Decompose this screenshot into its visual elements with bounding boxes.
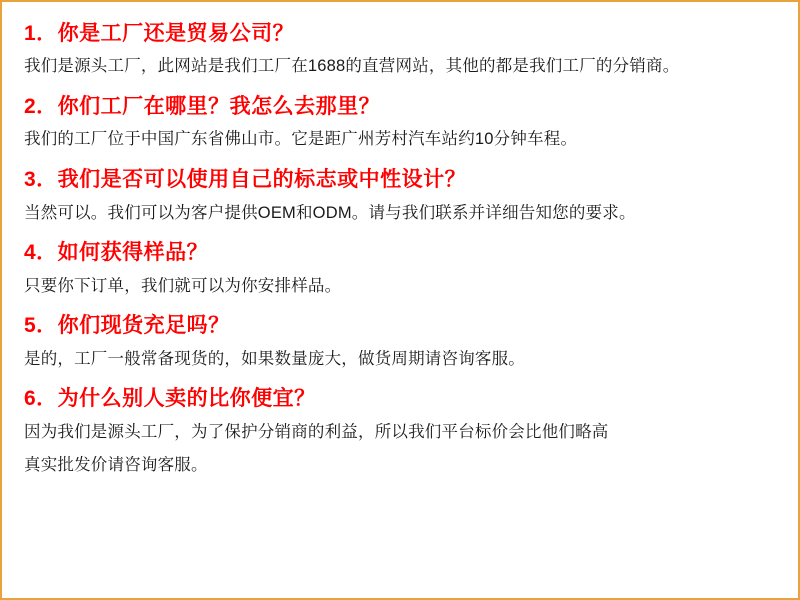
faq-item	[24, 239, 776, 298]
faq-item	[24, 20, 776, 79]
faq-answer: 当然可以。我们可以为客户提供OEM和ODM。请与我们联系并详细告知您的要求。	[24, 203, 636, 222]
faq-item	[24, 166, 776, 225]
faq-question: 3．我们是否可以使用自己的标志或中性设计？	[24, 168, 467, 192]
faq-item	[24, 93, 776, 152]
faq-answer: 只要你下订单，我们就可以为你安排样品。	[24, 276, 342, 295]
faq-question: 1．你是工厂还是贸易公司？	[24, 22, 295, 45]
faq-list	[24, 20, 776, 477]
faq-item	[24, 385, 776, 477]
faq-question: 5．你们现货充足吗？	[24, 314, 230, 338]
faq-item	[24, 312, 776, 371]
faq-answer: 因为我们是源头工厂，为了保护分销商的利益，所以我们平台标价会比他们略高	[24, 422, 609, 441]
faq-question: 4．如何获得样品？	[24, 241, 209, 265]
faq-question: 6．为什么别人卖的比你便宜？	[24, 387, 316, 411]
faq-answer: 我们是源头工厂，此网站是我们工厂在1688的直营网站，其他的都是我们工厂的分销商。	[24, 57, 680, 76]
faq-question: 2．你们工厂在哪里？我怎么去那里？	[24, 95, 381, 119]
faq-answer: 是的，工厂一般常备现货的，如果数量庞大，做货周期请咨询客服。	[24, 349, 525, 368]
faq-answer: 真实批发价请咨询客服。	[24, 455, 208, 474]
faq-answer: 我们的工厂位于中国广东省佛山市。它是距广州芳村汽车站约10分钟车程。	[24, 130, 578, 149]
